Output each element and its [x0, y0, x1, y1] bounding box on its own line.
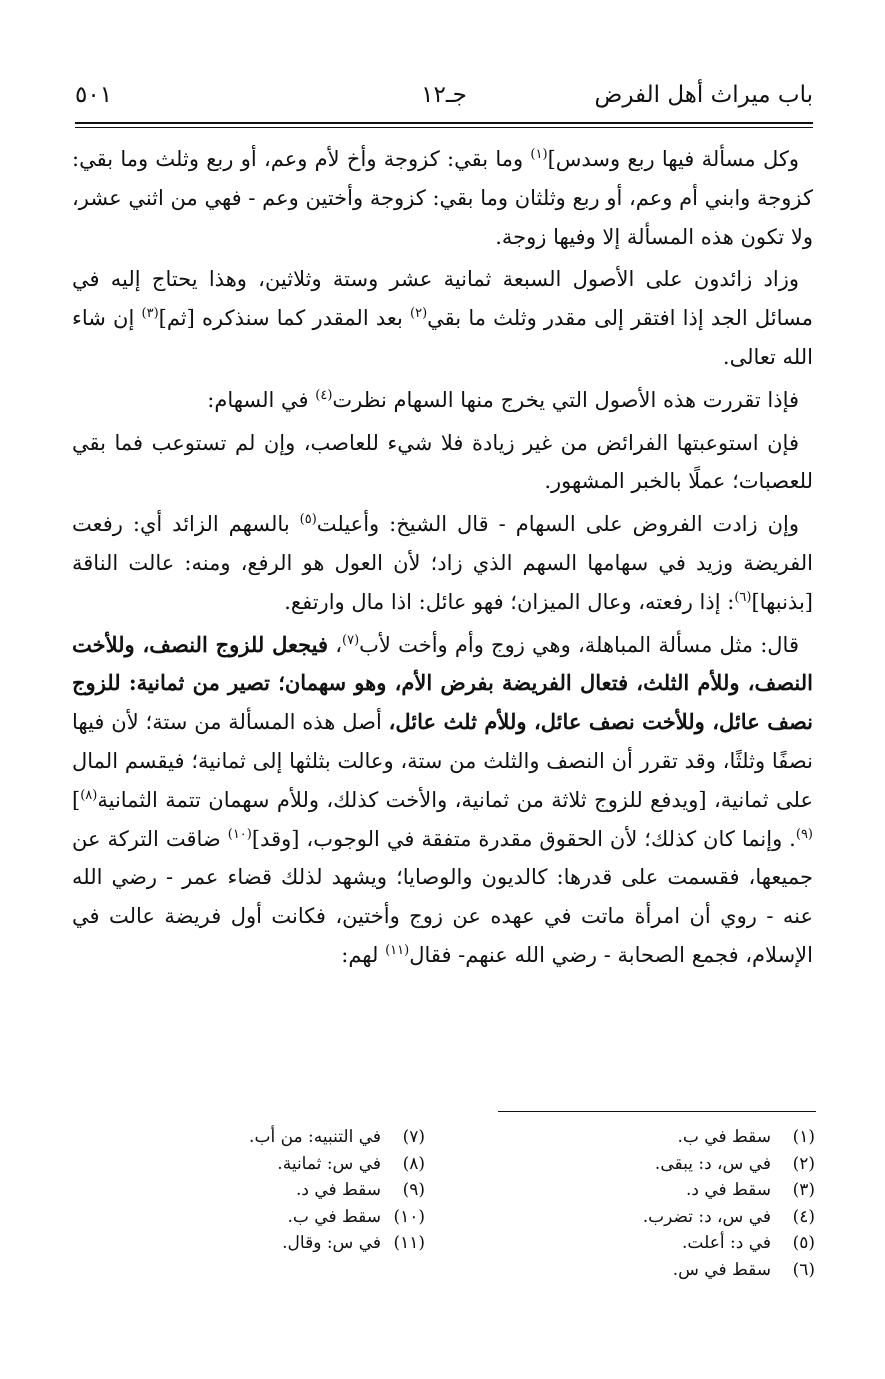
footnote-text: سقط في د.	[295, 1180, 381, 1200]
text-segment: إن شاء الله تعالى.	[72, 306, 813, 369]
paragraph	[72, 424, 813, 502]
footnote-text: في التنبيه: من أب.	[249, 1127, 381, 1147]
footnote-separator	[498, 1111, 816, 1112]
footnote-reference: (٤)	[315, 387, 333, 403]
footnote-item	[495, 1230, 815, 1257]
text-segment: وزاد زائدون على الأصول السبعة ثمانية عشر وستة وثلاثين، وهذا يحتاج إليه في مسائل الجد إذا افتقر إلى مقدر وثلث ما بقي	[72, 267, 813, 331]
footnote-number: (١١)	[393, 1233, 425, 1253]
footnote-reference: (٢)	[410, 306, 428, 322]
text-segment: فإذا تقررت هذه الأصول التي يخرج منها السهام نظرت	[332, 387, 799, 412]
header-rule	[75, 122, 813, 124]
footnote-reference: (١١)	[385, 942, 410, 958]
footnote-item	[495, 1124, 815, 1151]
footnote-reference: (٧)	[342, 632, 360, 648]
footnote-number: (٢)	[792, 1153, 815, 1174]
footnote-item	[165, 1124, 425, 1151]
text-segment: فإن استوعبتها الفرائض من غير زيادة فلا شيء للعاصب، وإن لم تستوعب فما بقي للعصبات؛ عملًا بالخبر المشهور.	[72, 430, 813, 494]
text-segment: وإن زادت الفروض على السهام - قال الشيخ: وأعيلت	[316, 512, 799, 537]
text-segment: وكل مسألة فيها ربع وسدس]	[547, 147, 799, 171]
bold-text-segment: فيجعل للزوج النصف، وللأخت النصف، وللأم الثلث، فتعال الفريضة بفرض الأم، وهو سهمان؛ تصير من ثمانية: للزوج نصف عائل، وللأخت نصف عائل، وللأم ثلث عائل،	[72, 631, 813, 735]
text-segment: وما بقي: كزوجة وأخ لأم وعم، أو ربع وثلث وما بقي: كزوجة وابني أم وعم، أو ربع وثلثان وما بقي: كزوجة وأختين وعم - فهي من اثني عشر، ولا تكون هذه المسألة إلا وفيها زوجة.	[72, 147, 813, 249]
footnote-text: في س: وقال.	[282, 1233, 381, 1253]
footnote-text: سقط في ب.	[677, 1127, 771, 1147]
text-segment: : إذا رفعته، وعال الميزان؛ فهو عائل: اذا مال وارتفع.	[284, 589, 735, 614]
footnote-item	[495, 1151, 815, 1178]
footnote-number: (١)	[792, 1127, 815, 1147]
footnote-text: في س: ثمانية.	[277, 1153, 381, 1174]
footnote-item	[165, 1151, 425, 1178]
footnote-reference: (٦)	[734, 589, 752, 605]
footnote-reference: (٨)	[80, 787, 98, 803]
footnote-reference: (١٠)	[227, 826, 252, 842]
footnote-number: (٦)	[792, 1259, 815, 1280]
footnote-text: سقط في ب.	[287, 1206, 381, 1227]
footnote-item	[495, 1204, 815, 1231]
footnote-item	[165, 1177, 425, 1204]
footnote-number: (٤)	[792, 1206, 815, 1227]
footnote-item	[495, 1257, 815, 1284]
footnote-reference: (٣)	[141, 306, 159, 322]
header-rule-thin	[75, 127, 813, 128]
footnote-text: في س، د: تضرب.	[642, 1206, 771, 1227]
footnote-number: (٥)	[792, 1233, 815, 1253]
text-segment: في السهام:	[207, 387, 316, 412]
text-segment: ]	[72, 787, 81, 812]
footnote-reference: (٥)	[299, 512, 317, 528]
footnotes-column-left	[165, 1124, 425, 1257]
main-text	[72, 140, 813, 979]
footnote-text: في س، د: يبقى.	[654, 1153, 771, 1174]
text-segment: ضاقت التركة عن جميعها، فقسمت على قدرها: كالديون والوصايا؛ ويشهد لذلك قضاء عمر - رضي الله عنه - روي أن امرأة ماتت في عهده عن زوج وأختين، فكانت أول فريضة عالت في الإسلام، فجمع الصحابة - رضي الله عنهم- فقال	[72, 826, 813, 967]
text-segment: . وإنما كان كذلك؛ لأن الحقوق مقدرة متفقة في الوجوب، [وقد]	[251, 826, 796, 851]
footnote-text: سقط في س.	[672, 1259, 771, 1280]
paragraph	[72, 505, 813, 621]
volume-label: جـ١٢	[421, 82, 467, 108]
chapter-title: باب ميراث أهل الفرض	[594, 82, 813, 108]
paragraph	[72, 626, 813, 975]
footnotes-column-right	[495, 1124, 815, 1283]
footnote-number: (١٠)	[393, 1206, 425, 1227]
footnote-number: (٧)	[402, 1127, 425, 1147]
footnote-reference: (٩)	[795, 826, 813, 842]
paragraph	[72, 381, 813, 420]
text-segment: بعد المقدر كما سنذكره [ثم]	[158, 306, 411, 331]
footnote-item	[165, 1230, 425, 1257]
footnote-item	[495, 1177, 815, 1204]
footnote-reference: (١)	[530, 147, 548, 162]
text-segment: لهم:	[341, 942, 386, 967]
text-segment: أصل هذه المسألة من ستة؛ لأن فيها نصفًا وثلثًا، وقد تقرر أن النصف والثلث من ستة، وعالت بثلثها إلى ثمانية؛ فيقسم المال على ثمانية، [ويدفع للزوج ثلاثة من ثمانية، والأخت كذلك، وللأم سهمان تتمة الثمانية	[72, 710, 813, 812]
paragraph	[72, 140, 813, 256]
text-segment: ،	[328, 632, 343, 657]
footnote-number: (٩)	[402, 1180, 425, 1200]
footnote-number: (٣)	[792, 1180, 815, 1200]
paragraph	[72, 260, 813, 376]
text-segment: بالسهم الزائد أي: رفعت الفريضة وزيد في سهامها السهم الذي زاد؛ لأن العول هو الرفع، ومنه: عالت الناقة [بذنبها]	[72, 512, 813, 614]
footnote-item	[165, 1204, 425, 1231]
footnote-text: في د: أعلت.	[682, 1233, 771, 1253]
text-segment: قال: مثل مسألة المباهلة، وهي زوج وأم وأخت لأب	[359, 632, 799, 657]
page-header	[75, 74, 813, 122]
footnote-text: سقط في د.	[685, 1180, 771, 1200]
page-number: ٥٠١	[75, 82, 113, 108]
footnote-number: (٨)	[402, 1153, 425, 1174]
